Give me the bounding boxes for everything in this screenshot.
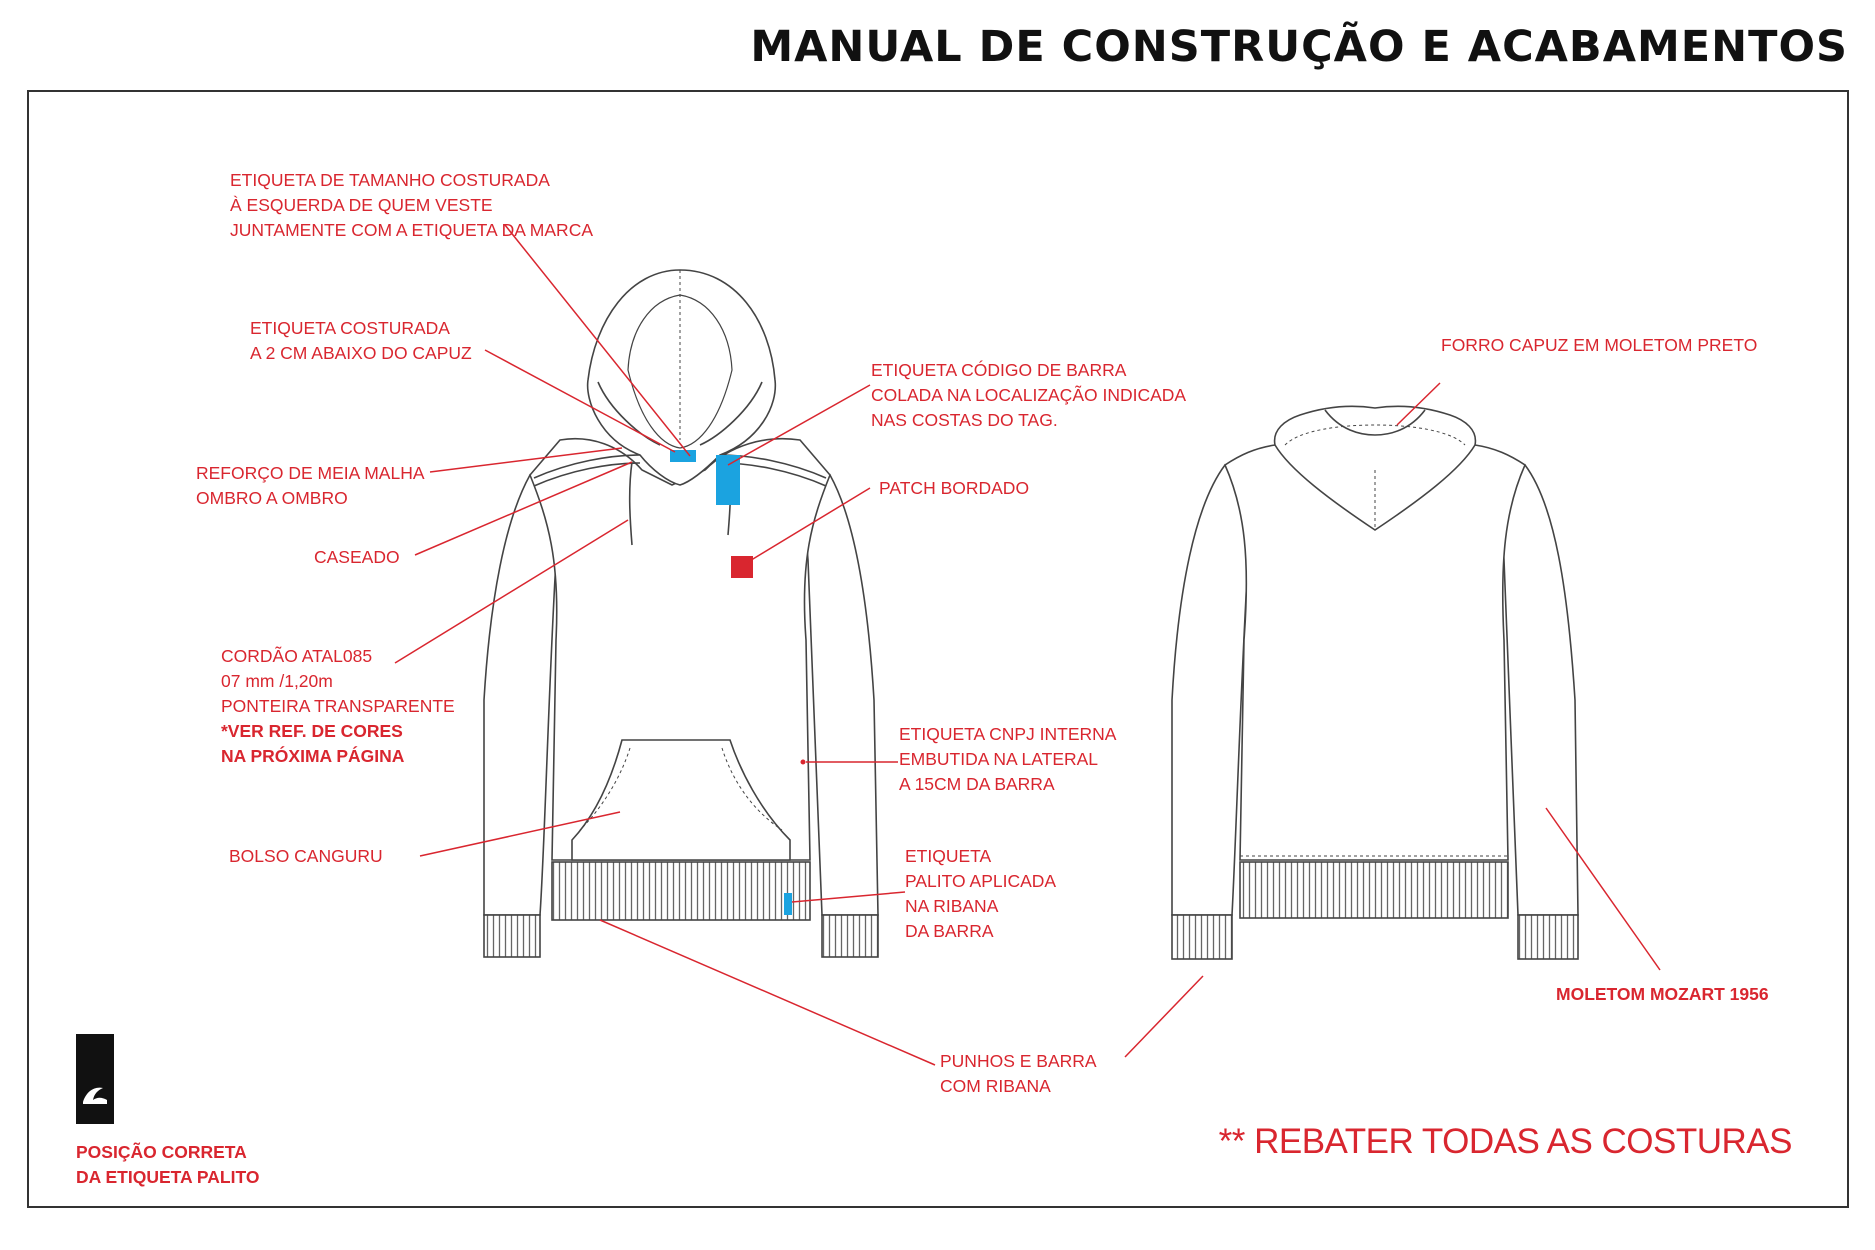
cnpj-tag-marker (801, 760, 806, 765)
label-stick-tag: ETIQUETA PALITO APLICADA NA RIBANA DA BARRA (905, 846, 1057, 941)
label-cuffs-hem: PUNHOS E BARRA COM RIBANA (940, 1051, 1097, 1096)
brand-wave-icon (76, 1034, 114, 1124)
back-right-cuff (1518, 915, 1578, 959)
front-right-cuff (822, 915, 878, 957)
label-hood-lining: FORRO CAPUZ EM MOLETOM PRETO (1441, 335, 1758, 355)
label-cnpj-tag: ETIQUETA CNPJ INTERNA EMBUTIDA NA LATERAL A 15CM DA BARRA (899, 724, 1117, 794)
label-size-tag: ETIQUETA DE TAMANHO COSTURADA À ESQUERDA DE QUEM VESTE JUNTAMENTE COM A ETIQUETA DA MARCA (230, 170, 594, 240)
page-title: MANUAL DE CONSTRUÇÃO E ACABAMENTOS (750, 22, 1848, 72)
stick-tag-marker (784, 893, 792, 915)
patch-marker (731, 556, 753, 578)
back-left-cuff (1172, 915, 1232, 959)
front-left-sleeve (484, 475, 557, 915)
stick-tag-logo (76, 1034, 114, 1124)
label-sewn-tag: ETIQUETA COSTURADA A 2 CM ABAIXO DO CAPUZ (250, 318, 472, 363)
label-buttonhole: CASEADO (314, 547, 400, 567)
seam-note: ** REBATER TODAS AS COSTURAS (1218, 1122, 1792, 1161)
front-right-sleeve (807, 475, 878, 915)
back-left-sleeve (1172, 465, 1249, 915)
barcode-tag-marker (716, 455, 740, 505)
hoodie-back (1172, 406, 1578, 959)
back-hem-rib (1240, 862, 1508, 918)
label-reinforcement: REFORÇO DE MEIA MALHA OMBRO A OMBRO (196, 463, 425, 508)
label-cord: CORDÃO ATAL085 07 mm /1,20m PONTEIRA TRANSPARENTE *VER REF. DE CORES NA PRÓXIMA PÁGINA (221, 646, 455, 766)
back-right-sleeve (1503, 465, 1578, 915)
label-barcode-tag: ETIQUETA CÓDIGO DE BARRA COLADA NA LOCALIZAÇÃO INDICADA NAS COSTAS DO TAG. (871, 360, 1187, 430)
front-left-cuff (484, 915, 540, 957)
front-hem-rib (552, 862, 810, 920)
label-kangaroo-pocket: BOLSO CANGURU (229, 846, 383, 866)
label-patch: PATCH BORDADO (879, 478, 1030, 498)
label-fabric: MOLETOM MOZART 1956 (1556, 984, 1769, 1004)
stick-tag-caption: POSIÇÃO CORRETA DA ETIQUETA PALITO (76, 1142, 260, 1187)
hoodie-front (484, 270, 878, 957)
